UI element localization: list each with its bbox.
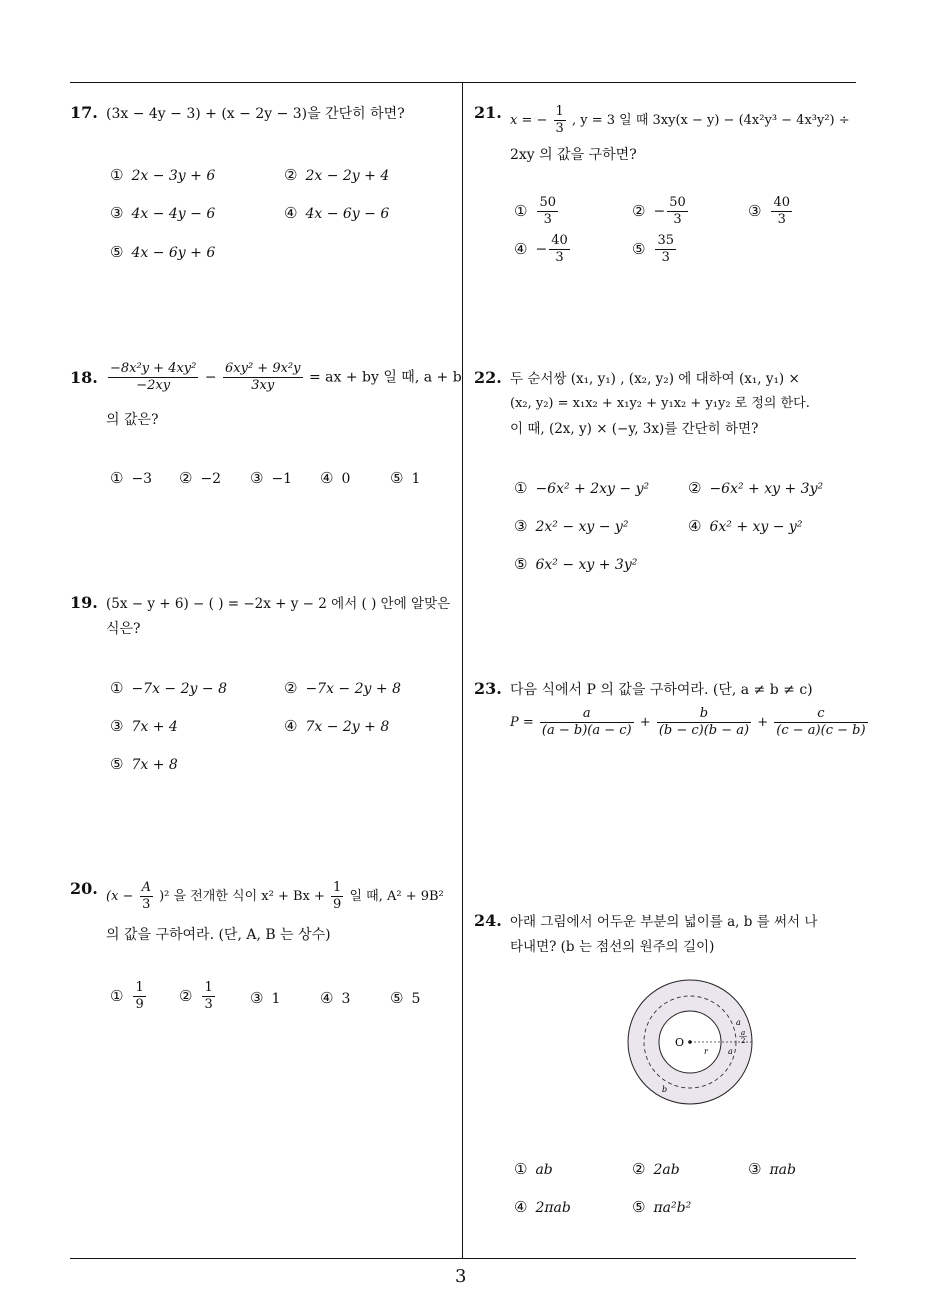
fraction-1-over-3: $\frac{1}{3}$: [555, 104, 564, 136]
option-4[interactable]: ④ 2πab: [514, 1198, 571, 1216]
bottom-rule: [70, 1258, 856, 1259]
option-4[interactable]: ④ − $\frac{40}{3}$: [514, 233, 568, 265]
question-number: 22.: [474, 368, 502, 387]
option-3[interactable]: ③ −1: [250, 469, 293, 487]
question-stem: (3x − 4y − 3) + (x − 2y − 3)을 간단히 하면?: [106, 106, 405, 122]
center-dot: [688, 1040, 692, 1044]
question-number: 20.: [70, 879, 98, 898]
option-text: 2x − 2y + 4: [305, 168, 390, 184]
option-5[interactable]: ⑤ 7x + 8: [110, 755, 178, 773]
option-2[interactable]: ② 2ab: [632, 1160, 680, 1178]
option-3[interactable]: ③ $\frac{40}{3}$: [748, 195, 790, 227]
option-marker: ②: [284, 166, 298, 184]
option-2[interactable]: [284, 162, 389, 189]
question-number: 17.: [70, 103, 98, 122]
option-5[interactable]: ⑤ 6x² − xy + 3y²: [514, 555, 638, 573]
width-label: a: [728, 1047, 733, 1056]
option-5[interactable]: ⑤ 1: [390, 469, 421, 487]
question-23: [474, 676, 866, 766]
half-width-den: 2: [741, 1037, 746, 1045]
question-20: [70, 872, 455, 1032]
option-3[interactable]: ③ 1: [250, 989, 281, 1007]
option-2[interactable]: ② $\frac{1}{3}$: [179, 980, 213, 1012]
option-marker: ①: [110, 166, 124, 184]
stem-line-2: 식은?: [106, 621, 141, 637]
stem-line-2: 의 값을 구하여라. (단, A, B 는 상수): [106, 927, 331, 943]
fraction-1-over-9: $\frac{1}{9}$: [333, 880, 342, 912]
circumference-label: b: [662, 1085, 668, 1094]
fraction-c: $\frac{c}{(c - a)(c - b)}$: [776, 706, 866, 738]
option-1[interactable]: ① −3: [110, 469, 153, 487]
center-label: O: [675, 1036, 685, 1049]
column-divider: [462, 82, 463, 1258]
option-marker: ③: [110, 204, 124, 222]
option-2[interactable]: ② −6x² + xy + 3y²: [688, 479, 824, 497]
option-2[interactable]: ② −7x − 2y + 8: [284, 679, 401, 697]
stem-line-3: 이 때, (2x, y) × (−y, 3x)를 간단히 하면?: [510, 421, 759, 437]
question-number: 24.: [474, 911, 502, 930]
half-width-num: a: [741, 1029, 746, 1037]
option-1[interactable]: [110, 162, 215, 189]
stem-tail: = ax + by 일 때, a + b: [308, 369, 462, 386]
stem-line-2: (x₂, y₂) = x₁x₂ + x₁y₂ + y₁x₂ + y₁y₂ 로 정의 한다.: [510, 396, 810, 411]
fraction-A-over-3: $\frac{A}{3}$: [141, 880, 151, 912]
fraction-a: $\frac{a}{(a - b)(a - c)}$: [541, 706, 632, 738]
option-3[interactable]: ③ 7x + 4: [110, 717, 178, 735]
stem-line-2: 타내면? (b 는 점선의 원주의 길이): [510, 939, 715, 955]
question-22: [474, 365, 859, 585]
option-text: 4x − 6y − 6: [305, 206, 390, 222]
option-marker: ⑤: [110, 243, 124, 261]
question-19: [70, 590, 455, 780]
page-number: 3: [455, 1266, 467, 1287]
question-stem: x = − $\frac{1}{3}$ , y = 3 일 때 3xy(x − y) − (4x²y³ − 4x³y²) ÷: [510, 104, 850, 136]
option-1[interactable]: ① $\frac{1}{9}$: [110, 980, 144, 1012]
option-2[interactable]: ② − $\frac{50}{3}$: [632, 195, 686, 227]
option-marker: ④: [284, 204, 298, 222]
option-3[interactable]: [110, 200, 215, 227]
fraction-1: $\frac{\text{−8x²y + 4xy²}}{-2xy}$: [110, 361, 197, 393]
option-text: 4x − 6y + 6: [131, 245, 216, 261]
option-5[interactable]: [110, 239, 215, 266]
question-17: [70, 100, 455, 270]
option-1[interactable]: ① $\frac{50}{3}$: [514, 195, 556, 227]
question-number: 23.: [474, 679, 502, 698]
option-4[interactable]: [284, 200, 389, 227]
option-5[interactable]: ⑤ 5: [390, 989, 421, 1007]
option-4[interactable]: ④ 7x − 2y + 8: [284, 717, 390, 735]
fraction-b: $\frac{b}{(b - c)(b - a)}$: [658, 706, 750, 738]
question-number: 18.: [70, 368, 98, 387]
option-text: 2x − 3y + 6: [131, 168, 216, 184]
option-1[interactable]: ① −6x² + 2xy − y²: [514, 479, 650, 497]
stem-line-2: 의 값은?: [106, 412, 159, 428]
question-stem: 아래 그림에서 어두운 부분의 넓이를 a, b 를 써서 나: [510, 914, 818, 930]
question-stem: $\frac{\text{−8x²y + 4xy²}}{-2xy}$ − $\frac{\text{6xy² + 9x²y}}{3xy}$ = ax + by 일 때, a + b: [110, 361, 462, 393]
option-4[interactable]: ④ 3: [320, 989, 351, 1007]
question-stem: (5x − y + 6) − ( ) = −2x + y − 2 에서 ( ) 안에 알맞은: [106, 596, 451, 612]
radius-label: r: [704, 1047, 708, 1056]
option-5[interactable]: ⑤ $\frac{35}{3}$: [632, 233, 674, 265]
option-1[interactable]: ① −7x − 2y − 8: [110, 679, 227, 697]
option-text: 4x − 4y − 6: [131, 206, 216, 222]
annulus-figure: [620, 972, 760, 1112]
question-18: [70, 361, 462, 495]
question-stem: 두 순서쌍 (x₁, y₁) , (x₂, y₂) 에 대하여 (x₁, y₁) ×: [510, 371, 800, 387]
option-2[interactable]: ② −2: [179, 469, 222, 487]
question-24: [474, 908, 859, 1228]
option-4[interactable]: ④ 0: [320, 469, 351, 487]
option-3[interactable]: ③ πab: [748, 1160, 796, 1178]
option-1[interactable]: ① ab: [514, 1160, 553, 1178]
top-rule: [70, 82, 856, 83]
fraction-2: $\frac{\text{6xy² + 9x²y}}{3xy}$: [225, 361, 301, 393]
question-number: 21.: [474, 103, 502, 122]
option-3[interactable]: ③ 2x² − xy − y²: [514, 517, 629, 535]
question-stem: 다음 식에서 P 의 값을 구하여라. (단, a ≠ b ≠ c): [510, 682, 813, 698]
option-4[interactable]: ④ 6x² + xy − y²: [688, 517, 803, 535]
equation: P = $\frac{a}{(a - b)(a - c)}$ + $\frac{b}{(b - c)(b - a)}$ + $\frac{c}{(c - a)(c - b)}$: [510, 706, 866, 738]
question-21: [474, 100, 859, 280]
question-stem: (x − $\frac{A}{3}$ )² 을 전개한 식이 x² + Bx + $\frac{1}{9}$ 일 때, A² + 9B²: [106, 880, 444, 912]
question-number: 19.: [70, 593, 98, 612]
ring-label-a: a: [736, 1018, 741, 1027]
stem-line-2: 2xy 의 값을 구하면?: [510, 147, 637, 163]
option-5[interactable]: ⑤ πa²b²: [632, 1198, 692, 1216]
